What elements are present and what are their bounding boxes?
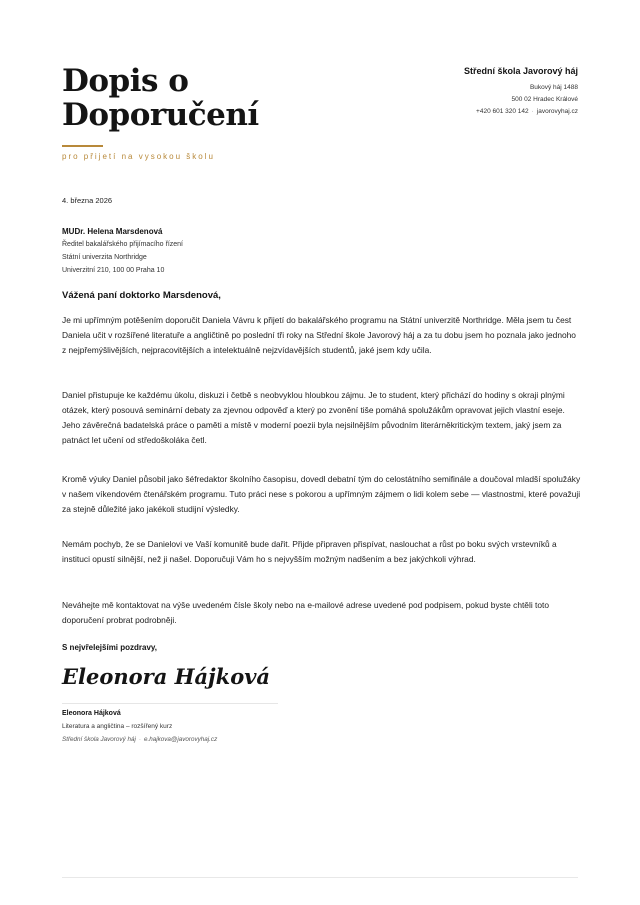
recipient-block [62,226,183,277]
signer-school: Střední škola Javorový háj [62,736,136,743]
separator-dot: · [138,736,141,743]
recipient-institution: Státní univerzita Northridge [62,254,147,261]
title-line-1: Dopis o [62,63,189,99]
school-street: Bukový háj 1488 [529,84,578,91]
recipient-address: Univerzitní 210, 100 00 Praha 10 [62,267,165,274]
letter-subtitle: pro přijetí na vysokou školu [62,152,215,161]
body-paragraph-4: Nemám pochyb, že se Danielovi ve Vaší komunitě bude dařit. Přijde připraven přispívat, naslouchat a růst po boku svých vrstevníků a instituci opustí silnější, než ji našel. Doporučuji Vám ho s nejvyšším možným nadšením a bez jakýchkoli výhrad. [62,539,557,564]
signature-rule [62,703,278,704]
school-name: Střední škola Javorový háj [463,66,578,76]
signer-email: e.hajkova@javorovyhaj.cz [143,736,218,743]
handwritten-signature: Eleonora Hájková [62,664,271,689]
body-paragraph-1: Je mi upřímným potěšením doporučit Daniela Vávru k přijetí do bakalářského programu na Státní univerzitě Northridge. Měla jsem tu čest Daniela učit v rozšířené literatuře a angličtině po poslední tři roky na Střední škole Javorový háj a za tu dobu jsem ho poznala jako jednoho z nejpřemýšlivějších, nejpracovitějších a intelektuálně nejzvídavějších studentů, jaké jsem kdy učila. [62,315,576,355]
closing-line: S nejvřelejšími pozdravy, [62,643,158,652]
school-contact [464,106,578,118]
salutation: Vážená paní doktorko Marsdenová, [62,290,221,301]
school-city: 500 02 Hradec Králové [511,96,578,103]
letter-date: 4. března 2026 [62,196,113,205]
body-paragraph-5: Neváhejte mě kontaktovat na výše uvedeném čísle školy nebo na e-mailové adrese uvedené pod podpisem, pokud byste chtěli toto doporučení probrat podrobněji. [62,600,549,625]
school-web: javorovyhaj.cz [536,108,578,115]
title-line-2: Doporučení [62,97,259,133]
accent-rule [62,145,103,147]
signer-name: Eleonora Hájková [62,710,121,717]
signer-contact [62,733,217,746]
recipient-name: MUDr. Helena Marsdenová [62,227,163,236]
footer-rule [62,877,578,878]
school-phone: +420 601 320 142 [476,108,529,115]
signer-role: Literatura a angličtina – rozšířený kurz [62,723,173,730]
body-paragraph-2: Daniel přistupuje ke každému úkolu, diskuzi i četbě s neobvyklou hloubkou zájmu. Je to student, který přichází do hodiny s okraji plnými otázek, který posouvá seminární debaty za zjevnou odpověď a který po zvonění tiše pomáhá spolužákům opravovat jejich vlastní eseje. Jeho závěrečná badatelská práce o paměti a místě v moderní poezii byla nejsilnějším původním literárněkritickým textem, jaký jsem za patnáct let učení od středoškoláka četl. [62,390,565,445]
school-letterhead [464,66,578,118]
body-paragraph-3: Kromě výuky Daniel působil jako šéfredaktor školního časopisu, dovedl debatní tým do celostátního semifinále a doučoval mladší spolužáky v našem víkendovém čtenářském programu. Tuto práci nese s pokorou a upřímným zájmem o lidi kolem sebe — vlastnostmi, které považuji za stejně důležité jako jakékoli studijní výsledky. [62,474,581,514]
letter-title [62,64,259,132]
separator-dot: · [531,108,534,115]
signer-block [62,708,217,746]
recipient-title: Ředitel bakalářského přijímacího řízení [62,241,184,248]
